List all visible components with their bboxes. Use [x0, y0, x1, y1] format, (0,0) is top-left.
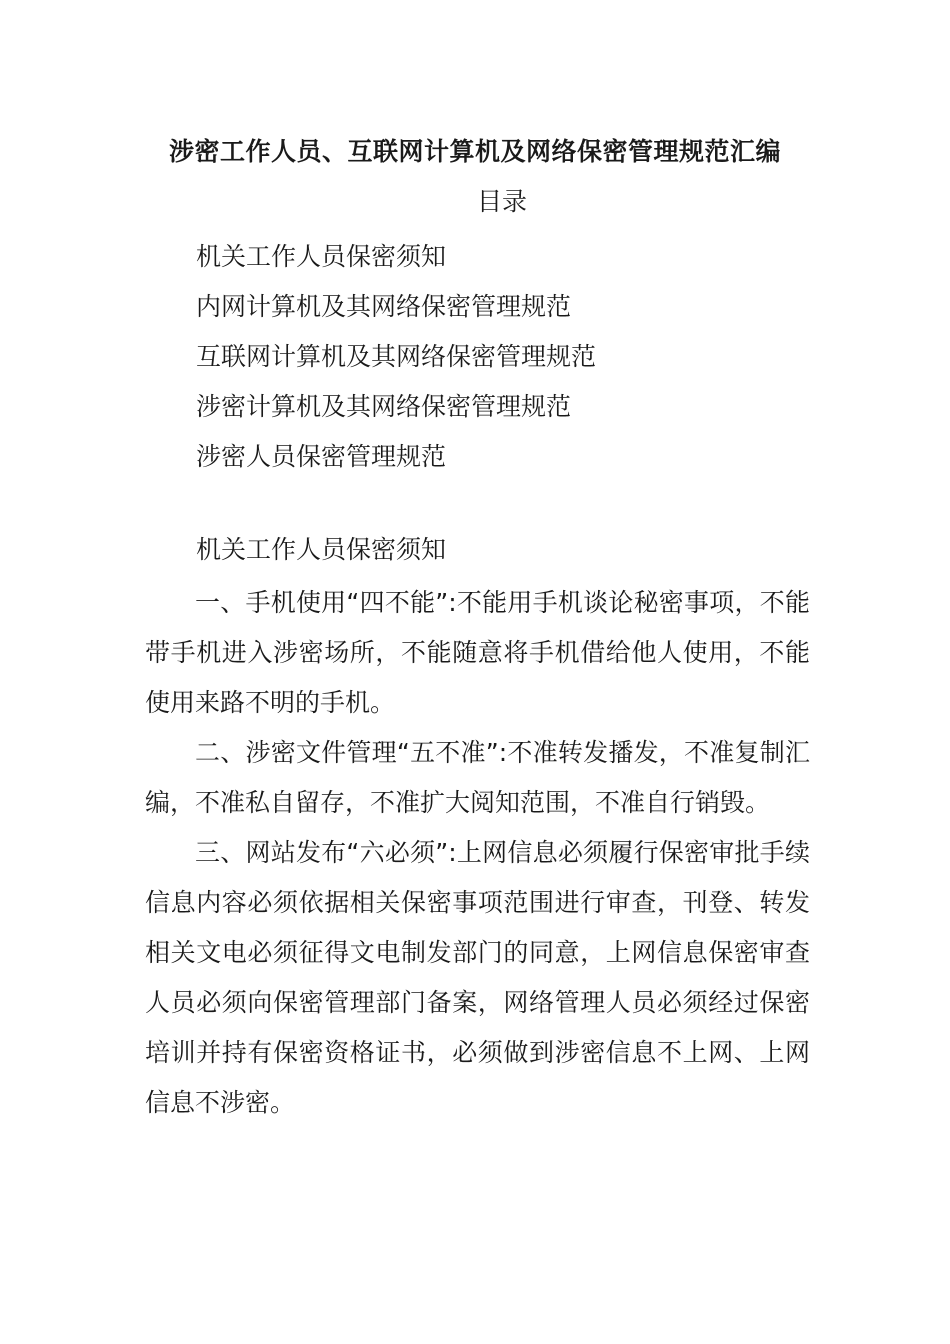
toc-item: 涉密人员保密管理规范: [196, 442, 447, 471]
toc-item: 内网计算机及其网络保密管理规范: [196, 292, 572, 321]
toc-item: 互联网计算机及其网络保密管理规范: [196, 342, 597, 371]
toc-heading: 目录: [476, 187, 527, 216]
table-of-contents: [196, 232, 596, 482]
toc-item: 涉密计算机及其网络保密管理规范: [196, 392, 572, 421]
section-heading: 机关工作人员保密须知: [196, 535, 447, 564]
paragraph-document-rules: 二、涉密文件管理“五不准”:不准转发播发，不准复制汇编，不准私自留存，不准扩大阅知范围，不准自行销毁。: [145, 738, 810, 817]
toc-item: 机关工作人员保密须知: [196, 242, 447, 271]
document-body: [145, 578, 810, 1128]
paragraph-website-rules: 三、网站发布“六必须”:上网信息必须履行保密审批手续信息内容必须依据相关保密事项范围进行审查，刊登、转发相关文电必须征得文电制发部门的同意，上网信息保密审查人员必须向保密管理部门备案，网络管理人员必须经过保密培训并持有保密资格证书，必须做到涉密信息不上网、上网信息不涉密。: [145, 838, 810, 1117]
paragraph-phone-rules: 一、手机使用“四不能”:不能用手机谈论秘密事项，不能带手机进入涉密场所，不能随意将手机借给他人使用，不能使用来路不明的手机。: [145, 588, 810, 717]
document-title: 涉密工作人员、互联网计算机及网络保密管理规范汇编: [168, 137, 781, 166]
